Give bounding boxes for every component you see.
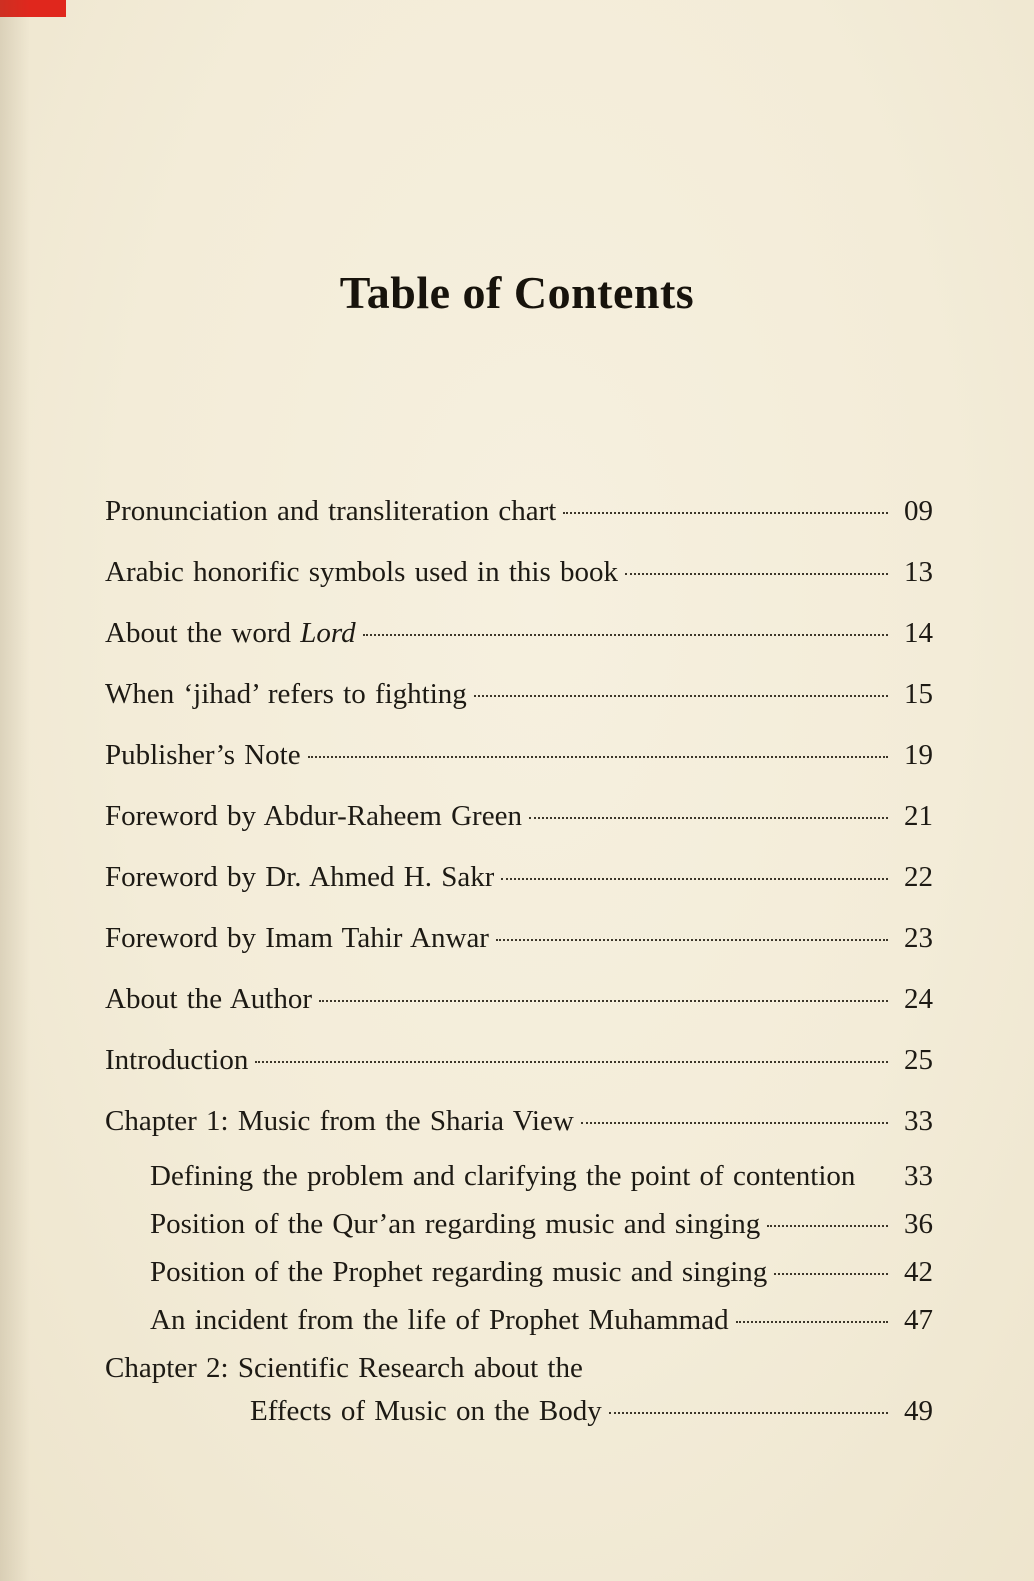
toc-entry-label: Chapter 1: Music from the Sharia View: [105, 1105, 574, 1137]
dot-leader: [563, 512, 888, 514]
toc-entry: [105, 982, 933, 1017]
toc-entry-label: Foreword by Imam Tahir Anwar: [105, 922, 489, 954]
dot-leader: [474, 695, 888, 697]
dot-leader: [319, 1000, 888, 1002]
toc-entry-page: 21: [904, 800, 933, 832]
toc-entry: [105, 494, 933, 529]
toc-entry-page: 23: [904, 922, 933, 954]
toc-entry-label: Defining the problem and clarifying the point of contention: [150, 1160, 856, 1192]
toc-entry: [105, 616, 933, 651]
toc-entry-label: Position of the Prophet regarding music and singing: [150, 1256, 768, 1288]
toc-entry-chapter: [105, 1351, 933, 1386]
toc-entry: [105, 799, 933, 834]
toc-entry-label-italic: Lord: [300, 617, 356, 649]
scan-red-corner-artifact: [0, 0, 66, 17]
toc-entry-page: 49: [904, 1395, 933, 1427]
toc-entry-label: [105, 616, 356, 651]
toc-entry-page: 13: [904, 556, 933, 588]
toc-entry-page: 25: [904, 1044, 933, 1076]
dot-leader: [363, 634, 888, 636]
toc-entry-label-prefix: About the word: [105, 617, 301, 649]
toc-entry-page: 33: [904, 1160, 933, 1192]
dot-leader: [308, 756, 888, 758]
dot-leader: [496, 939, 888, 941]
toc-subentry: [105, 1207, 933, 1242]
toc-subentry: [105, 1303, 933, 1338]
table-of-contents: [105, 494, 933, 1455]
toc-entry-page: 14: [904, 617, 933, 649]
toc-entry-label: Foreword by Abdur-Raheem Green: [105, 800, 522, 832]
toc-entry: [105, 921, 933, 956]
dot-leader: [609, 1412, 888, 1414]
toc-subentry: [105, 1159, 933, 1194]
toc-entry-page: 19: [904, 739, 933, 771]
dot-leader: [736, 1321, 888, 1323]
toc-entry-chapter-continued: [105, 1394, 933, 1429]
toc-entry-label: Foreword by Dr. Ahmed H. Sakr: [105, 861, 495, 893]
toc-entry-page: 47: [904, 1304, 933, 1336]
toc-entry-page: 42: [904, 1256, 933, 1288]
toc-entry-label: Chapter 2: Scientific Research about the: [105, 1352, 583, 1384]
toc-entry: [105, 677, 933, 712]
toc-entry-chapter: [105, 1104, 933, 1139]
toc-entry-page: 09: [904, 495, 933, 527]
dot-leader: [581, 1122, 888, 1124]
toc-subentry: [105, 1255, 933, 1290]
toc-entry-page: 15: [904, 678, 933, 710]
dot-leader: [767, 1225, 888, 1227]
toc-entry: [105, 555, 933, 590]
page-edge-shadow: [0, 0, 30, 1581]
dot-leader: [501, 878, 888, 880]
toc-entry-page: 33: [904, 1105, 933, 1137]
toc-entry-label: Effects of Music on the Body: [250, 1395, 602, 1427]
toc-entry: [105, 1043, 933, 1078]
toc-entry: [105, 860, 933, 895]
toc-entry-label: Arabic honorific symbols used in this book: [105, 556, 619, 588]
toc-entry-page: 36: [904, 1208, 933, 1240]
toc-entry: [105, 738, 933, 773]
toc-entry-label: When ‘jihad’ refers to fighting: [105, 678, 467, 710]
dot-leader: [255, 1061, 888, 1063]
page-title: Table of Contents: [339, 267, 695, 318]
toc-entry-page: 22: [904, 861, 933, 893]
dot-leader: [529, 817, 888, 819]
toc-entry-label: Introduction: [105, 1044, 249, 1076]
dot-leader: [774, 1273, 888, 1275]
toc-entry-label: Publisher’s Note: [105, 739, 301, 771]
toc-entry-label: An incident from the life of Prophet Muhammad: [150, 1304, 729, 1336]
toc-entry-label: Pronunciation and transliteration chart: [105, 495, 557, 527]
toc-entry-label: Position of the Qur’an regarding music and singing: [150, 1208, 761, 1240]
dot-leader: [625, 573, 888, 575]
toc-entry-page: 24: [904, 983, 933, 1015]
toc-entry-label: About the Author: [105, 983, 312, 1015]
